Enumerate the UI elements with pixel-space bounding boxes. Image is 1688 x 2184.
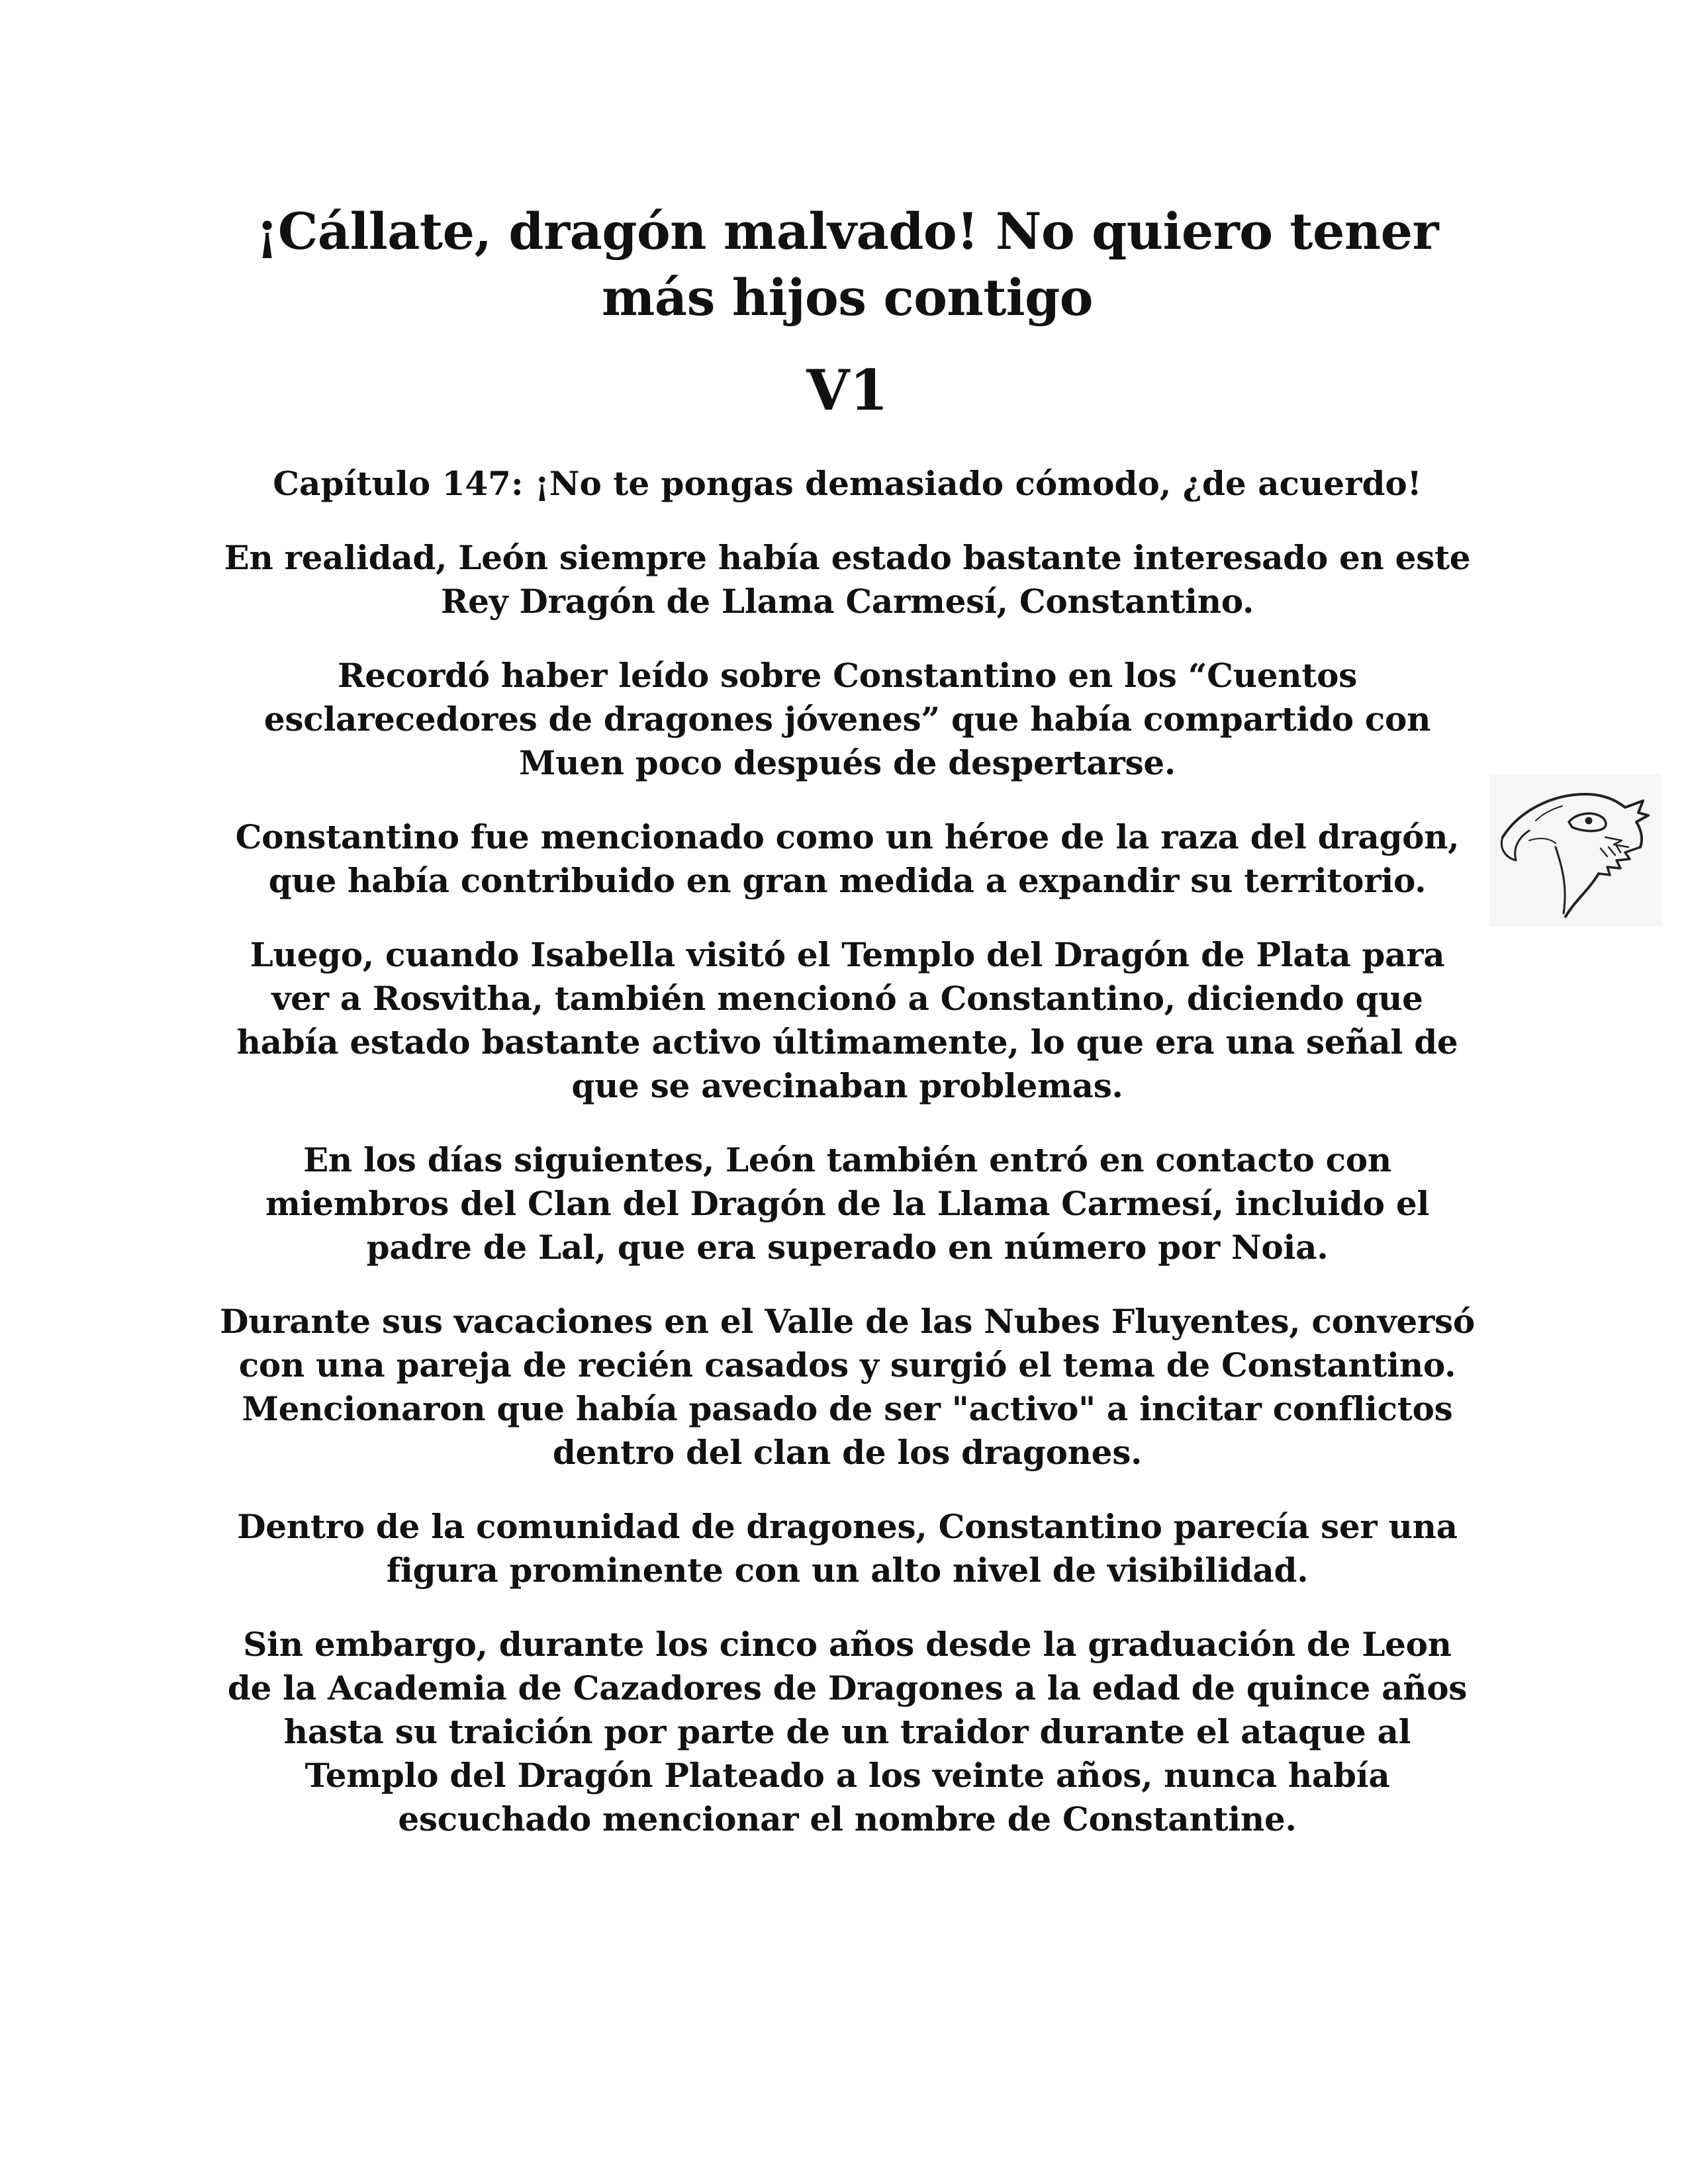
volume-label: V1 <box>806 357 888 423</box>
dragon-head-sketch-icon <box>1489 774 1662 927</box>
paragraph-7: Dentro de la comunidad de dragones, Constantino parecía ser una figura prominente con un alto nivel de visibilidad. <box>237 1507 1458 1590</box>
paragraph-3: Constantino fue mencionado como un héroe de la raza del dragón, que había contribuido en gran medida a expandir su territorio. <box>235 817 1460 900</box>
paragraph-5: En los días siguientes, León también entró en contacto con miembros del Clan del Dragón de la Llama Carmesí, incluido el padre de Lal, que era superado en número por Noia. <box>265 1140 1430 1267</box>
chapter-heading: Capítulo 147: ¡No te pongas demasiado cómodo, ¿de acuerdo! <box>273 464 1422 503</box>
document-content <box>218 199 1476 1872</box>
document-title <box>218 199 1476 331</box>
title-line-1: ¡Cállate, dragón malvado! No quiero tener <box>256 202 1439 261</box>
paragraph-8: Sin embargo, durante los cinco años desde la graduación de Leon de la Academia de Cazadores de Dragones a la edad de quince años hasta su traición por parte de un traidor durante el ataque al Templo del Dragón Plateado a los veinte años, nunca había escuchado mencionar el nombre de Constantine. <box>227 1625 1468 1839</box>
paragraph-1: En realidad, León siempre había estado bastante interesado en este Rey Dragón de Llama Carmesí, Constantino. <box>224 538 1471 621</box>
paragraph-2: Recordó haber leído sobre Constantino en los “Cuentos esclarecedores de dragones jóvenes” que había compartido con Muen poco después de despertarse. <box>263 656 1431 782</box>
paragraph-4: Luego, cuando Isabella visitó el Templo del Dragón de Plata para ver a Rosvitha, también mencionó a Constantino, diciendo que había estado bastante activo últimamente, lo que era una señal de que se avecinaban problemas. <box>236 935 1458 1105</box>
paragraph-6: Durante sus vacaciones en el Valle de las Nubes Fluyentes, conversó con una pareja de recién casados y surgió el tema de Constantino. Mencionaron que había pasado de ser "activo" a incitar conflictos dentro del clan de los dragones. <box>220 1302 1475 1472</box>
title-line-2: más hijos contigo <box>602 268 1093 327</box>
